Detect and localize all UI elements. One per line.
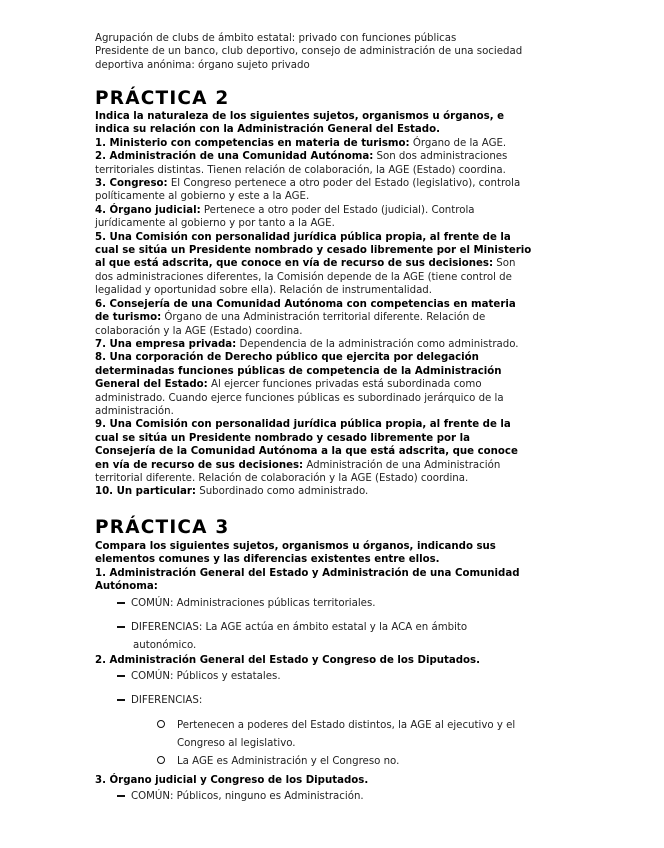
intro-line: Presidente de un banco, club deportivo, consejo de administración de una sociedad [95,46,523,58]
item-6-cont: de turismo: Órgano de una Administración territorial diferente. Relación de [95,312,486,324]
item-6: 6. Consejería de una Comunidad Autónoma con competencias en materia [95,298,516,310]
s1-diferencias-cont: autonómico. [133,640,197,651]
item-7: 7. Una empresa privada: Dependencia de la administración como administrado. [95,338,519,350]
dash-bullet-icon [117,795,125,797]
item-2: 2. Administración de una Comunidad Autónoma: Son dos administraciones [95,151,508,163]
s2-dif-item-1-cont: Congreso al legislativo. [177,738,296,749]
s2-diferencias: DIFERENCIAS: [117,695,202,706]
item-1: 1. Ministerio con competencias en materia de turismo: Órgano de la AGE. [95,137,507,149]
practica3-prompt: Compara los siguientes sujetos, organismos u órganos, indicando sus [95,541,496,552]
circle-bullet-icon [157,720,165,728]
section-3 [95,774,563,787]
practica3-title: PRÁCTICA 3 [95,517,230,538]
dash-bullet-icon [117,699,125,701]
item-2-cont: territoriales distintas. Tienen relación de colaboración, la AGE (Estado) coordina. [95,164,506,176]
practica2-title: PRÁCTICA 2 [95,88,230,109]
s2-comun: COMÚN: Públicos y estatales. [117,671,281,682]
s1-diferencias: DIFERENCIAS: La AGE actúa en ámbito estatal y la ACA en ámbito [117,622,467,633]
item-9-cont: Consejería de la Comunidad Autónoma a la que está adscrita, que conoce [95,446,518,458]
item-9-cont: cual se sitúa un Presidente nombrado y cesado libremente por la [95,432,470,444]
s2-dif-item-2: La AGE es Administración y el Congreso no. [157,756,399,767]
item-6-cont: colaboración y la AGE (Estado) coordina. [95,325,303,337]
item-8-cont: administración. [95,405,174,417]
item-10: 10. Un particular: Subordinado como administrado. [95,486,369,498]
item-3-cont: políticamente al gobierno y este a la AGE. [95,191,310,203]
practica3-body [95,540,563,594]
item-5-cont: legalidad y oportunidad sobre ella). Relación de instrumentalidad. [95,285,433,297]
section-2 [95,654,563,667]
dash-bullet-icon [117,675,125,677]
section-1-heading: Autónoma: [95,581,158,593]
s2-dif-item-1: Pertenecen a poderes del Estado distintos, la AGE al ejecutivo y el [157,720,515,731]
practica3-prompt: elementos comunes y las diferencias existentes entre ellos. [95,554,440,566]
item-4-cont: jurídicamente al gobierno y por tanto a la AGE. [95,218,335,230]
item-5: 5. Una Comisión con personalidad jurídica pública propia, al frente de la [95,231,511,243]
intro-line: Agrupación de clubs de ámbito estatal: privado con funciones públicas [95,33,457,44]
item-9-cont: territorial diferente. Relación de colaboración y la AGE (Estado) coordina. [95,472,469,484]
intro-text [95,32,565,72]
intro-line: deportiva anónima: órgano sujeto privado [95,59,310,71]
section-2-heading: 2. Administración General del Estado y Congreso de los Diputados. [95,655,480,666]
item-5-cont: al que está adscrita, que conoce en vía de recurso de sus decisiones: Son [95,258,516,270]
dash-bullet-icon [117,602,125,604]
section-3-heading: 3. Órgano judicial y Congreso de los Diputados. [95,775,369,786]
dash-bullet-icon [117,626,125,628]
circle-bullet-icon [157,756,165,764]
item-5-cont: dos administraciones diferentes, la Comisión depende de la AGE (tiene control de [95,271,512,283]
item-5-cont: cual se sitúa un Presidente nombrado y cesado libremente por el Ministerio [95,245,532,257]
item-3: 3. Congreso: El Congreso pertenece a otro poder del Estado (legislativo), controla [95,178,521,190]
item-8-cont: determinadas funciones públicas de competencia de la Administración [95,365,502,377]
section-1-heading: 1. Administración General del Estado y Administración de una Comunidad [95,567,520,579]
item-8-cont: administrado. Cuando ejerce funciones públicas es subordinado jerárquico de la [95,392,504,404]
practica2-prompt: indica su relación con la Administración General del Estado. [95,124,440,136]
item-8-cont: General del Estado: Al ejercer funciones privadas está subordinada como [95,379,482,391]
s3-comun: COMÚN: Públicos, ninguno es Administración. [117,791,364,802]
item-8: 8. Una corporación de Derecho público que ejercita por delegación [95,352,479,364]
item-9-cont: en vía de recurso de sus decisiones: Administración de una Administración [95,459,501,471]
item-9: 9. Una Comisión con personalidad jurídica pública propia, al frente de la [95,419,511,431]
practica2-prompt: Indica la naturaleza de los siguientes sujetos, organismos u órganos, e [95,111,505,122]
practica2-body [95,110,563,499]
s1-comun: COMÚN: Administraciones públicas territoriales. [117,598,376,609]
item-4: 4. Órgano judicial: Pertenece a otro poder del Estado (judicial). Controla [95,204,475,216]
